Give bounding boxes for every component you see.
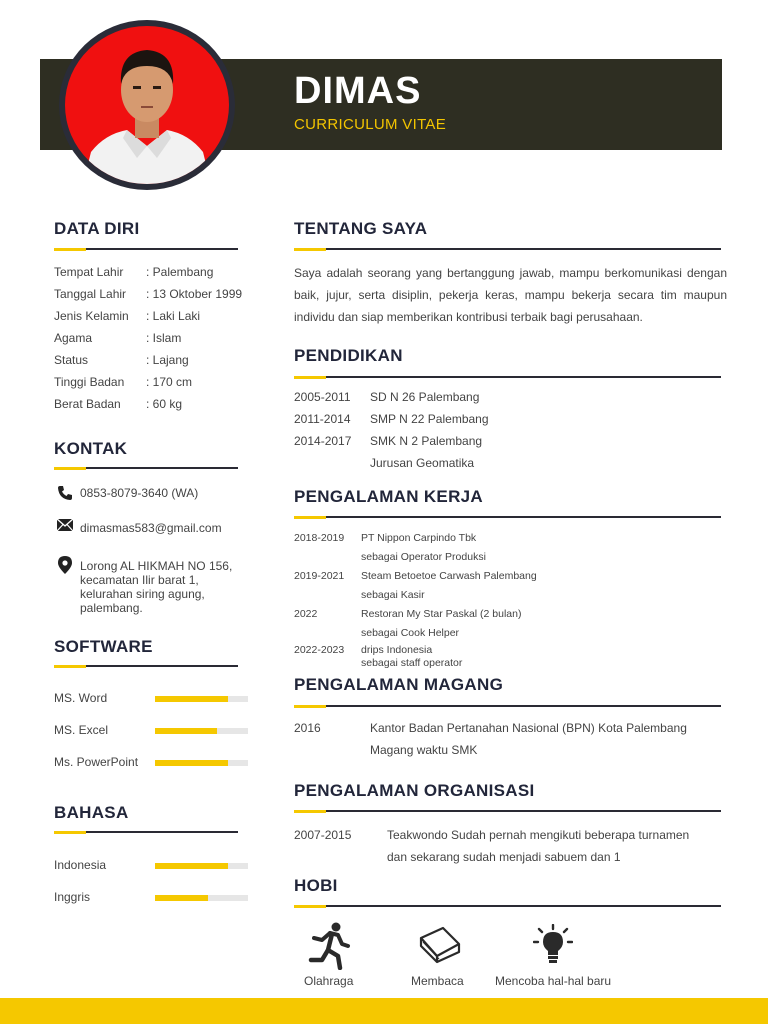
language-level-bar xyxy=(155,895,248,901)
data-diri-value: : 13 Oktober 1999 xyxy=(146,287,243,301)
book-icon xyxy=(417,926,463,964)
data-diri-rule xyxy=(54,248,238,250)
magang-line: Kantor Badan Pertanahan Nasional (BPN) Kota Palembang xyxy=(370,721,687,735)
tentang-rule xyxy=(294,248,721,250)
kerja-year: 2022-2023 xyxy=(294,644,345,656)
software-name: MS. Word xyxy=(54,691,108,705)
contact-email[interactable]: dimasmas583@gmail.com xyxy=(80,521,222,535)
bahasa-rule xyxy=(54,831,238,833)
data-diri-value: : Lajang xyxy=(146,353,189,367)
magang-line: Magang waktu SMK xyxy=(370,743,478,757)
kerja-desc: drips Indonesia xyxy=(361,644,433,656)
software-level-fill xyxy=(155,696,228,702)
footer-band xyxy=(0,998,768,1024)
profile-photo-frame xyxy=(59,20,235,190)
hobi-title: HOBI xyxy=(294,876,338,895)
data-diri-label: Status xyxy=(54,353,89,367)
data-diri-value: : 60 kg xyxy=(146,397,183,411)
kerja-desc: sebagai Cook Helper xyxy=(361,627,460,639)
data-diri-value: : 170 cm xyxy=(146,375,193,389)
pendidikan-school: SMP N 22 Palembang xyxy=(370,412,489,426)
candidate-name: DIMAS xyxy=(294,70,422,112)
data-diri-label: Jenis Kelamin xyxy=(54,309,129,323)
software-title: SOFTWARE xyxy=(54,637,153,656)
bahasa-title: BAHASA xyxy=(54,803,129,822)
kerja-desc: sebagai Kasir xyxy=(361,589,425,601)
organisasi-year: 2007-2015 xyxy=(294,828,352,842)
pendidikan-school: SD N 26 Palembang xyxy=(370,390,480,404)
data-diri-value: : Laki Laki xyxy=(146,309,201,323)
language-level-fill xyxy=(155,895,208,901)
software-level-bar xyxy=(155,696,248,702)
kerja-year: 2019-2021 xyxy=(294,570,345,582)
kerja-rule xyxy=(294,516,721,518)
data-diri-title: DATA DIRI xyxy=(54,219,140,238)
running-icon xyxy=(308,922,352,970)
pendidikan-year: 2005-2011 xyxy=(294,390,351,404)
software-name: Ms. PowerPoint xyxy=(54,755,139,769)
kontak-title: KONTAK xyxy=(54,439,128,458)
magang-title: PENGALAMAN MAGANG xyxy=(294,675,504,694)
kerja-title: PENGALAMAN KERJA xyxy=(294,487,483,506)
language-level-bar xyxy=(155,863,248,869)
organisasi-title: PENGALAMAN ORGANISASI xyxy=(294,781,535,800)
kontak-rule xyxy=(54,467,238,469)
software-level-fill xyxy=(155,728,217,734)
email-icon xyxy=(57,519,73,531)
kerja-year: 2018-2019 xyxy=(294,532,345,544)
kerja-desc: Steam Betoetoe Carwash Palembang xyxy=(361,570,537,582)
address-line: palembang. xyxy=(80,601,143,615)
magang-rule xyxy=(294,705,721,707)
organisasi-line: dan sekarang sudah menjadi sabuem dan 1 xyxy=(387,850,621,864)
organisasi-rule xyxy=(294,810,721,812)
data-diri-label: Tempat Lahir xyxy=(54,265,124,279)
hobby-label: Olahraga xyxy=(304,974,354,988)
data-diri-value: : Palembang xyxy=(146,265,214,279)
pendidikan-title: PENDIDIKAN xyxy=(294,346,403,365)
software-level-bar xyxy=(155,760,248,766)
software-rule xyxy=(54,665,238,667)
tentang-title: TENTANG SAYA xyxy=(294,219,428,238)
software-name: MS. Excel xyxy=(54,723,109,737)
kerja-desc: PT Nippon Carpindo Tbk xyxy=(361,532,477,544)
language-name: Inggris xyxy=(54,890,91,904)
phone-icon xyxy=(57,485,73,501)
hobby-label: Membaca xyxy=(411,974,464,988)
data-diri-label: Berat Badan xyxy=(54,397,121,411)
software-level-fill xyxy=(155,760,228,766)
pendidikan-school: SMK N 2 Palembang xyxy=(370,434,483,448)
tentang-text: Saya adalah seorang yang bertanggung jawab, mampu berkomunikasi dengan baik, jujur, serta disiplin, pekerja keras, mampu bekerja secara tim maupun individu dan siap memberikan kontribusi terbaik bagi perusahaan. xyxy=(294,266,727,324)
pendidikan-rule xyxy=(294,376,721,378)
location-pin-icon xyxy=(58,556,72,574)
pendidikan-year: 2011-2014 xyxy=(294,412,351,426)
organisasi-line: Teakwondo Sudah pernah mengikuti beberapa turnamen xyxy=(387,828,690,842)
pendidikan-school: Jurusan Geomatika xyxy=(370,456,475,470)
data-diri-label: Tinggi Badan xyxy=(54,375,125,389)
magang-year: 2016 xyxy=(294,721,321,735)
kerja-desc: Restoran My Star Paskal (2 bulan) xyxy=(361,608,522,620)
language-name: Indonesia xyxy=(54,858,107,872)
kerja-year: 2022 xyxy=(294,608,318,620)
contact-phone[interactable]: 0853-8079-3640 (WA) xyxy=(80,486,199,500)
profile-photo xyxy=(65,26,229,184)
lightbulb-icon xyxy=(533,924,573,966)
address-line: Lorong AL HIKMAH NO 156, xyxy=(80,559,233,573)
hobi-rule xyxy=(294,905,721,907)
data-diri-value: : Islam xyxy=(146,331,182,345)
kerja-desc: sebagai Operator Produksi xyxy=(361,551,486,563)
data-diri-label: Agama xyxy=(54,331,93,345)
document-subtitle: CURRICULUM VITAE xyxy=(294,116,447,133)
kerja-desc: sebagai staff operator xyxy=(361,657,463,669)
hobby-label: Mencoba hal-hal baru xyxy=(495,974,612,988)
language-level-fill xyxy=(155,863,228,869)
pendidikan-year: 2014-2017 xyxy=(294,434,352,448)
software-level-bar xyxy=(155,728,248,734)
address-line: kecamatan Ilir barat 1, xyxy=(80,573,199,587)
address-line: kelurahan siring agung, xyxy=(80,587,205,601)
data-diri-label: Tanggal Lahir xyxy=(54,287,127,301)
